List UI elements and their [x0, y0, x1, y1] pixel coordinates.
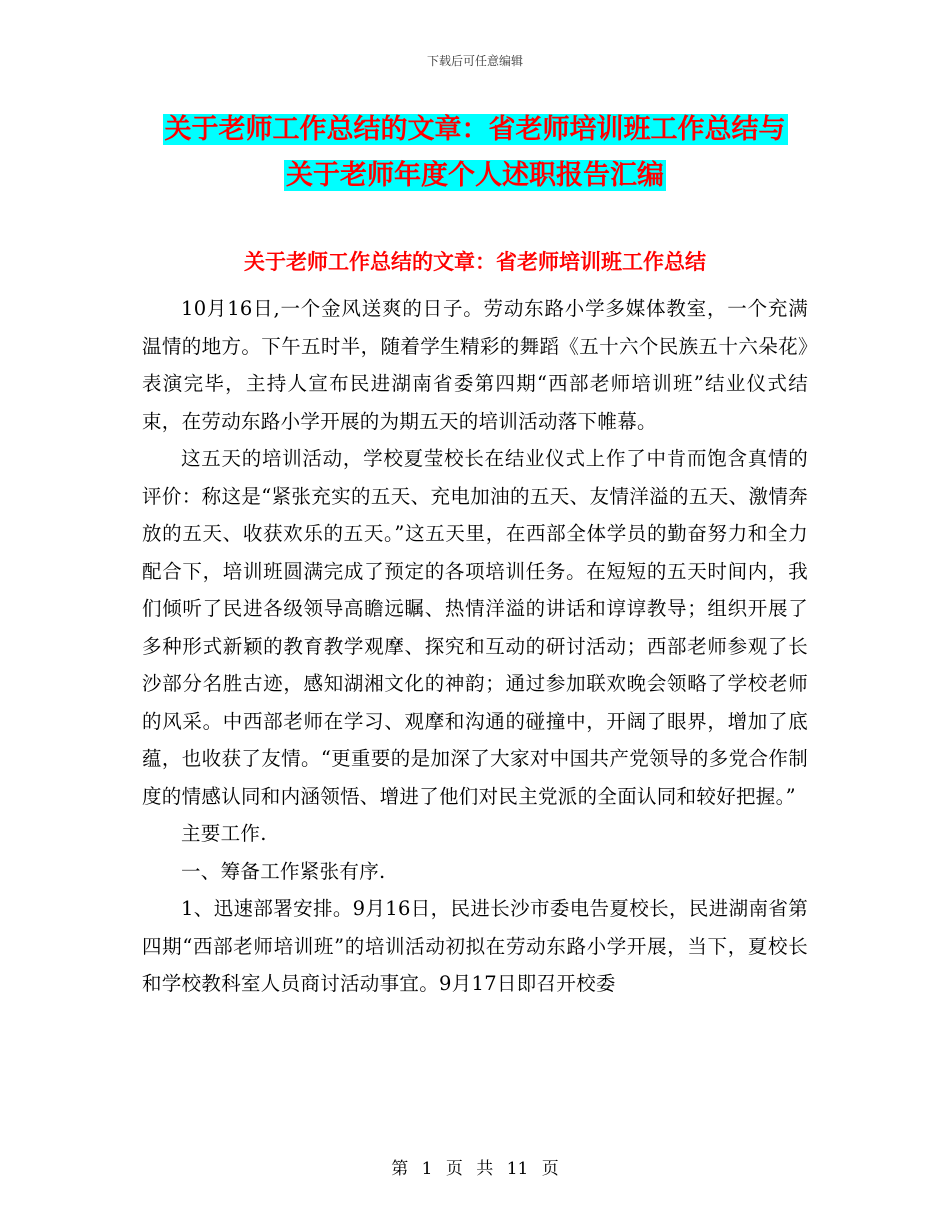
paragraph-2: 这五天的培训活动，学校夏莹校长在结业仪式上作了中肯而饱含真情的评价：称这是“紧张充实的五天、充电加油的五天、友情洋溢的五天、激情奔放的五天、收获欢乐的五天。”这五天里，在西部全体学员的勤奋努力和全力配合下，培训班圆满完成了预定的各项培训任务。在短短的五天时间内，我们倾听了民进各级领导高瞻远瞩、热情洋溢的讲话和谆谆教导；组织开展了多种形式新颖的教育教学观摩、探究和互动的研讨活动；西部老师参观了长沙部分名胜古迹，感知湖湘文化的神韵；通过参加联欢晚会领略了学校老师的风采。中西部老师在学习、观摩和沟通的碰撞中，开阔了眼界，增加了底蕴，也收获了友情。“更重要的是加深了大家对中国共产党领导的多党合作制度的情感认同和内涵领悟、增进了他们对民主党派的全面认同和较好把握。” [142, 447, 808, 808]
paragraph-3: 主要工作. [181, 822, 267, 845]
document-title-line-1 [0, 109, 950, 151]
document-title-line-2 [0, 155, 950, 197]
paragraph-5: 1、迅速部署安排。9月16日，民进长沙市委电告夏校长，民进湖南省第四期“西部老师培训班”的培训活动初拟在劳动东路小学开展，当下，夏校长和学校教科室人员商讨活动事宜。9月17日即召开校委 [142, 897, 808, 995]
page-footer: 第 1 页 共 11 页 [391, 1159, 559, 1179]
header-note: 下载后可任意编辑 [426, 54, 523, 68]
section-title: 关于老师工作总结的文章：省老师培训班工作总结 [244, 250, 706, 274]
title-highlight-2: 关于老师年度个人述职报告汇编 [286, 160, 664, 191]
body-text [142, 290, 808, 1003]
paragraph-1: 10月16日,一个金风送爽的日子。劳动东路小学多媒体教室，一个充满温情的地方。下午五时半，随着学生精彩的舞蹈《五十六个民族五十六朵花》表演完毕，主持人宣布民进湖南省委第四期“西部老师培训班”结业仪式结束，在劳动东路小学开展的为期五天的培训活动落下帷幕。 [142, 297, 808, 433]
paragraph-4: 一、筹备工作紧张有序. [181, 859, 386, 883]
title-highlight-1: 关于老师工作总结的文章：省老师培训班工作总结与 [164, 114, 786, 145]
